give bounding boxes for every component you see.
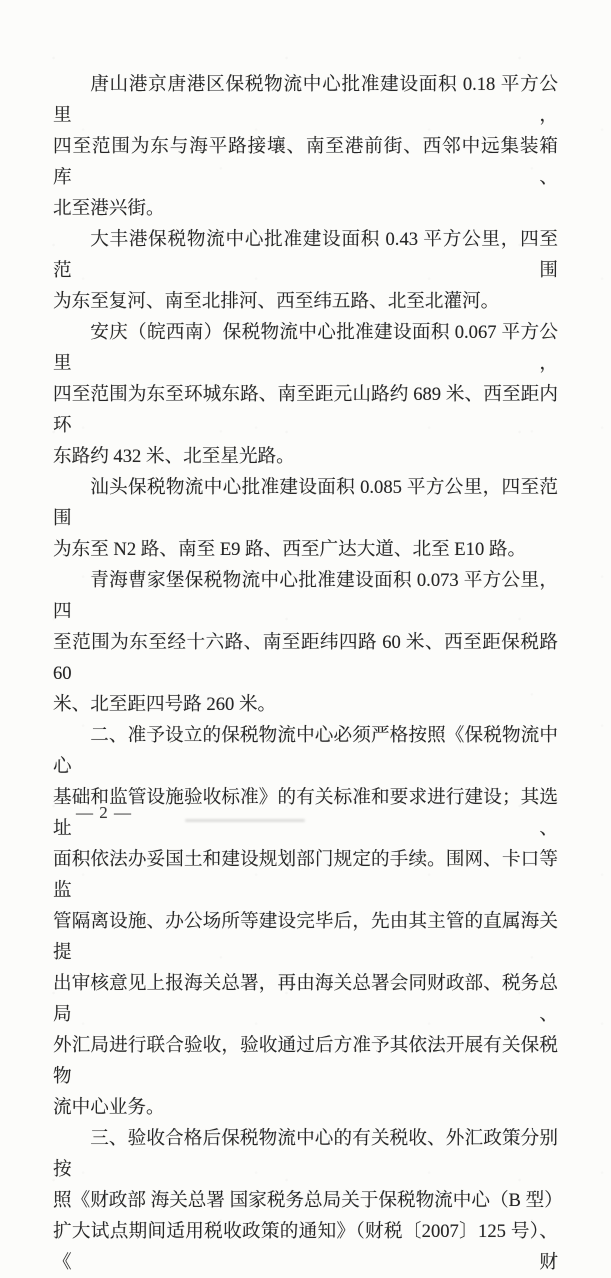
text-line: 流中心业务。 [53, 1097, 165, 1118]
scan-smudge-artifact [185, 819, 305, 822]
text-line: 至范围为东至经十六路、南至距纬四路 60 米、西至距保税路 60 [53, 632, 558, 684]
paragraph-tangshan [53, 69, 558, 224]
text-line: 唐山港京唐港区保税物流中心批准建设面积 0.18 平方公里， [53, 74, 558, 126]
page-number: — 2 — [76, 803, 132, 822]
text-line: 四至范围为东至环城东路、南至距元山路约 689 米、西至距内环 [53, 384, 558, 436]
text-line: 三、验收合格后保税物流中心的有关税收、外汇政策分别按 [53, 1128, 558, 1180]
text-line: 基础和监管设施验收标准》的有关标准和要求进行建设；其选址、 [53, 787, 558, 839]
paragraph-anqing [53, 317, 558, 472]
text-line: 安庆（皖西南）保税物流中心批准建设面积 0.067 平方公里， [53, 322, 558, 374]
text-line: 外汇局进行联合验收，验收通过后方准予其依法开展有关保税物 [53, 1035, 558, 1087]
text-line: 青海曹家堡保税物流中心批准建设面积 0.073 平方公里，四 [53, 570, 558, 622]
text-line: 扩大试点期间适用税收政策的通知》（财税〔2007〕125 号）、《财 [53, 1221, 558, 1273]
text-line: 出审核意见上报海关总署，再由海关总署会同财政部、税务总局、 [53, 973, 558, 1025]
paragraph-qinghai [53, 565, 558, 720]
text-line: 二、准予设立的保税物流中心必须严格按照《保税物流中心 [53, 725, 558, 777]
paragraph-shantou [53, 472, 558, 565]
text-line: 照《财政部 海关总署 国家税务总局关于保税物流中心（B 型） [53, 1190, 563, 1211]
text-line: 汕头保税物流中心批准建设面积 0.085 平方公里，四至范围 [53, 477, 558, 529]
text-line: 米、北至距四号路 260 米。 [53, 694, 277, 715]
text-line: 北至港兴街。 [53, 198, 165, 219]
text-line: 管隔离设施、办公场所等建设完毕后，先由其主管的直属海关提 [53, 911, 558, 963]
paragraph-item-three [53, 1123, 563, 1278]
text-line: 四至范围为东与海平路接壤、南至港前街、西邻中远集装箱库、 [53, 136, 558, 188]
text-line: 为东至 N2 路、南至 E9 路、西至广达大道、北至 E10 路。 [53, 539, 527, 560]
paragraph-dafeng [53, 224, 558, 317]
text-line: 大丰港保税物流中心批准建设面积 0.43 平方公里，四至范围 [53, 229, 558, 281]
text-line: 东路约 432 米、北至星光路。 [53, 446, 295, 467]
text-line: 面积依法办妥国土和建设规划部门规定的手续。围网、卡口等监 [53, 849, 558, 901]
text-line: 为东至复河、南至北排河、西至纬五路、北至北灌河。 [53, 291, 500, 312]
paragraph-item-two [53, 720, 558, 1123]
document-text-block [53, 69, 563, 1278]
